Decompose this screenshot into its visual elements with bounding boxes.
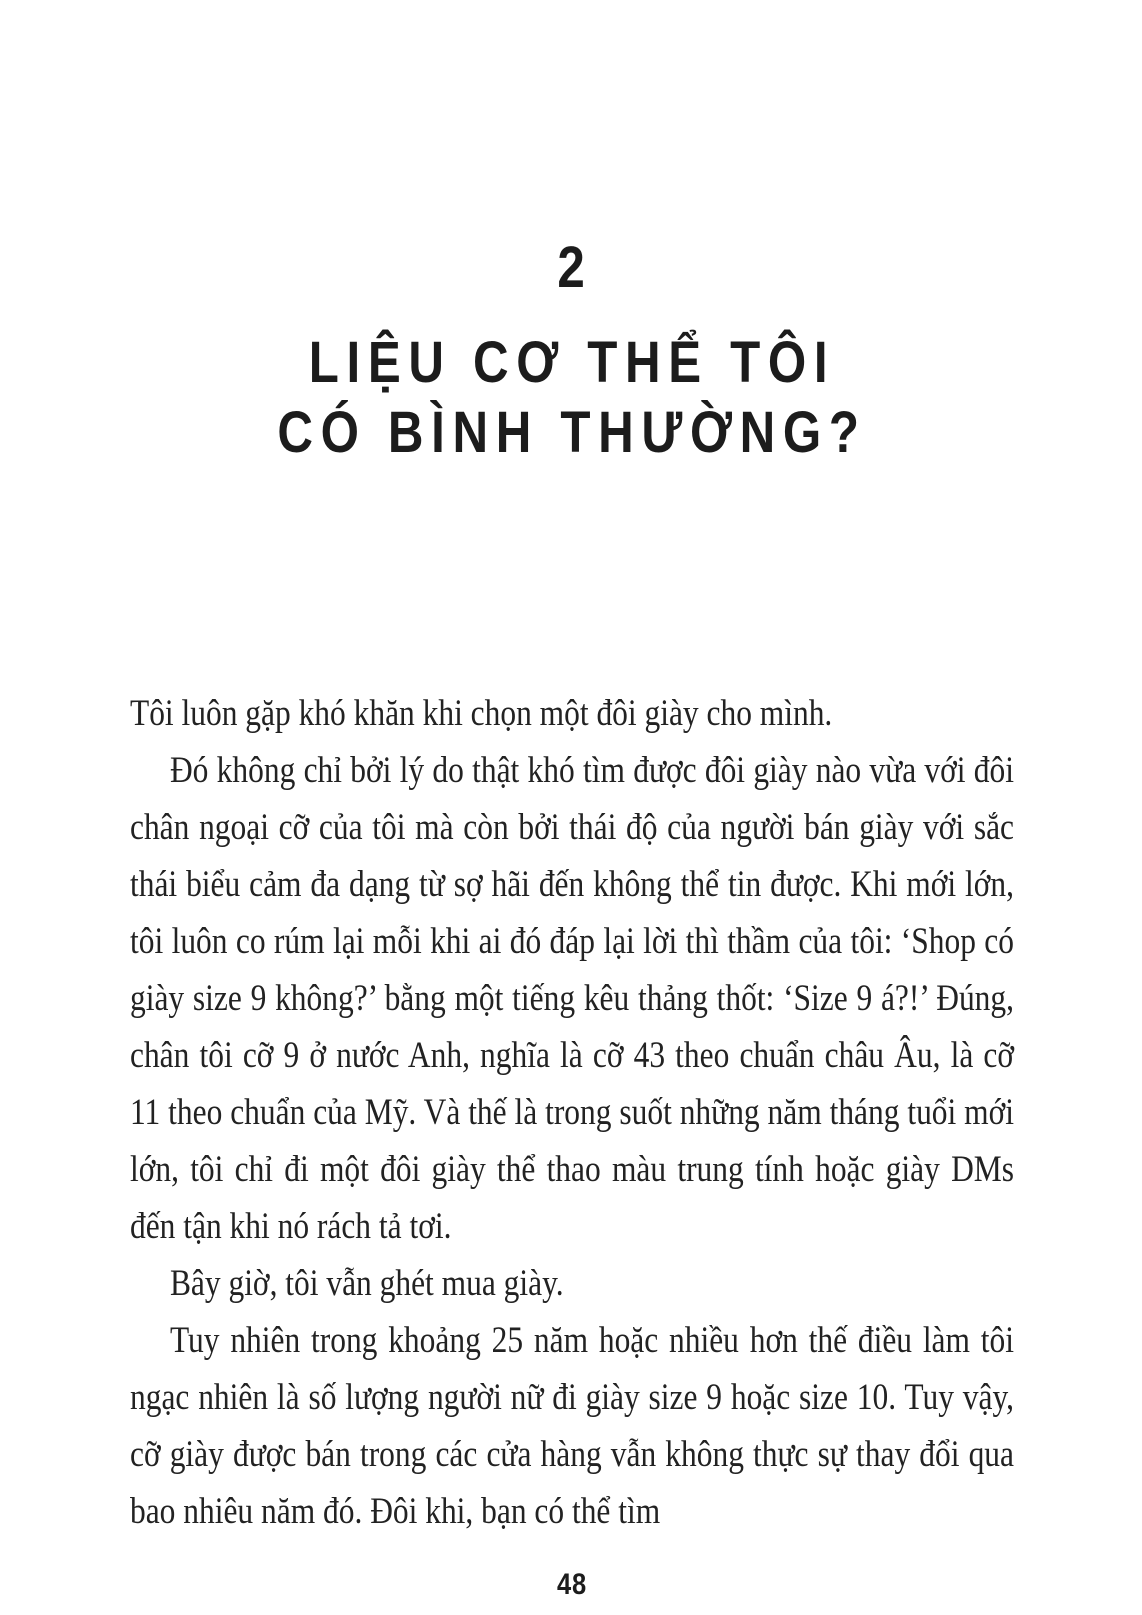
- chapter-number: 2: [557, 235, 587, 300]
- paragraph: Bây giờ, tôi vẫn ghét mua giày.: [169, 1263, 564, 1304]
- chapter-title: [130, 328, 1014, 468]
- chapter-title-line-2: CÓ BÌNH THƯỜNG?: [277, 400, 867, 465]
- chapter-header: [130, 0, 1014, 468]
- paragraph: Tuy nhiên trong khoảng 25 năm hoặc nhiều hơn thế điều làm tôi ngạc nhiên là số lượng người nữ đi giày size 9 hoặc size 10. Tuy vậy, cỡ giày được bán trong các cửa hàng vẫn không thực sự thay đổi qua bao nhiêu năm đó. Đôi khi, bạn có thể tìm: [130, 1320, 1014, 1532]
- text-column: [130, 0, 1014, 1600]
- body-text: [130, 685, 1014, 1540]
- chapter-title-line-1: LIỆU CƠ THỂ TÔI: [308, 330, 836, 395]
- page-footer: [130, 1570, 1014, 1600]
- page-number: 48: [556, 1568, 588, 1601]
- paragraph: Tôi luôn gặp khó khăn khi chọn một đôi giày cho mình.: [130, 693, 833, 734]
- paragraph: Đó không chỉ bởi lý do thật khó tìm được đôi giày nào vừa với đôi chân ngoại cỡ của tôi mà còn bởi thái độ của người bán giày với sắc thái biểu cảm đa dạng từ sợ hãi đến không thể tin được. Khi mới lớn, tôi luôn co rúm lại mỗi khi ai đó đáp lại lời thì thầm của tôi: ‘Shop có giày size 9 không?’ bằng một tiếng kêu thảng thốt: ‘Size 9 á?!’ Đúng, chân tôi cỡ 9 ở nước Anh, nghĩa là cỡ 43 theo chuẩn châu Âu, là cỡ 11 theo chuẩn của Mỹ. Và thế là trong suốt những năm tháng tuổi mới lớn, tôi chỉ đi một đôi giày thể thao màu trung tính hoặc giày DMs đến tận khi nó rách tả tơi.: [130, 750, 1014, 1247]
